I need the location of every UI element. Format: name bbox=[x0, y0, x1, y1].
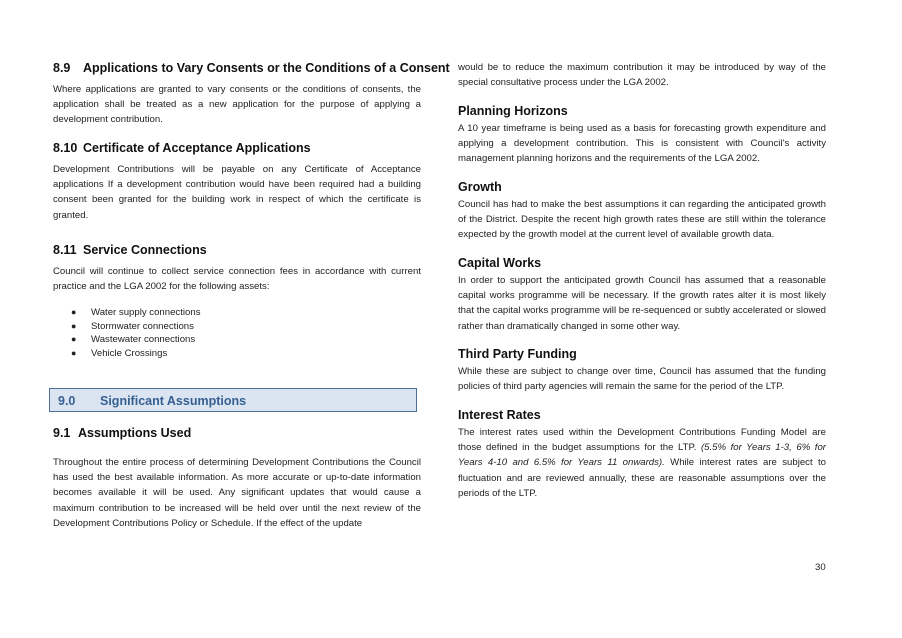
para-8-11: Council will continue to collect service connection fees in accordance with current practice and the LGA 2002 for the following assets: bbox=[53, 266, 421, 293]
para-planning-horizons: A 10 year timeframe is being used as a basis for forecasting growth expenditure and applying a development contribution. This is consistent with Council’s activity management planning horizons and the requirements of the LGA 2002. bbox=[458, 123, 826, 165]
heading-third-party-funding: Third Party Funding bbox=[458, 347, 577, 361]
service-connections-list bbox=[53, 306, 353, 360]
para-continuation: would be to reduce the maximum contribution it may be introduced by way of the special consultative process under the LGA 2002. bbox=[458, 62, 826, 89]
para-8-10: Development Contributions will be payable on any Certificate of Acceptance applications If a development contribution would have been required had a building consent been granted for the building work in respect of which the certificate is granted. bbox=[53, 164, 421, 221]
heading-growth: Growth bbox=[458, 180, 502, 194]
page-number: 30 bbox=[815, 562, 826, 573]
heading-9-1: 9.1 Assumptions Used bbox=[53, 426, 192, 440]
section-9-0-title: Significant Assumptions bbox=[100, 394, 247, 408]
para-interest-rates: The interest rates used within the Development Contributions Funding Model are those defined in the budget assumptions for the LTP. (5.5% for Years 1-3, 6% for Years 4-10 and 6.5% for Years 11 onwards). While interest rates are subject to fluctuation and are reviewed annually, these are reasonable assumptions over the periods of the LTP. bbox=[458, 427, 827, 499]
heading-interest-rates: Interest Rates bbox=[458, 408, 541, 422]
bullet-icon: ● bbox=[71, 320, 77, 331]
para-third-party-funding: While these are subject to change over time, Council has assumed that the funding policies of third party agencies will remain the same for the period of the LTP. bbox=[458, 366, 826, 393]
para-8-9: Where applications are granted to vary consents or the conditions of consents, the application shall be treated as a new application for the purpose of applying a development contribution. bbox=[53, 84, 421, 126]
section-9-0-heading-box bbox=[49, 388, 417, 412]
para-9-1: Throughout the entire process of determining Development Contributions the Council has used the best available information. As more accurate or up-to-date information becomes available it will be used. Any significant updates that would cause a maximum contribution to be increased will be held over until the next review of the Development Contributions Policy or Schedule. If the effect of the update bbox=[53, 457, 421, 529]
list-item: ● Vehicle Crossings bbox=[71, 347, 168, 359]
heading-capital-works: Capital Works bbox=[458, 256, 542, 270]
heading-8-9: 8.9 Applications to Vary Consents or the Conditions of a Consent bbox=[53, 61, 450, 75]
interest-rates-figures: (5.5% for Years 1-3, 6% for Years 4-10 and 6.5% for Years 11 onwards). bbox=[458, 442, 827, 469]
bullet-icon: ● bbox=[71, 307, 77, 317]
list-item: ● Water supply connections bbox=[71, 307, 201, 318]
para-growth: Council has had to make the best assumptions it can regarding the anticipated growth of the District. Despite the recent high growth rates these are still within the tolerance expected by the growth model at the current level of available growth data. bbox=[458, 199, 826, 241]
heading-planning-horizons: Planning Horizons bbox=[458, 104, 568, 118]
bullet-icon: ● bbox=[71, 334, 77, 345]
list-item: ● Wastewater connections bbox=[71, 334, 196, 346]
para-capital-works: In order to support the anticipated growth Council has assumed that a reasonable capital works programme will be necessary. If the growth rates alter it is most likely that the capital works programme will be re-sequenced or subtly accelerated or slowed rather than dramatically changed in some other way. bbox=[458, 275, 826, 332]
section-9-0-number: 9.0 bbox=[58, 394, 76, 408]
heading-8-10: 8.10 Certificate of Acceptance Applications bbox=[53, 141, 311, 155]
heading-8-11: 8.11 Service Connections bbox=[53, 243, 207, 257]
bullet-icon: ● bbox=[71, 347, 77, 358]
list-item: ● Stormwater connections bbox=[71, 320, 194, 332]
